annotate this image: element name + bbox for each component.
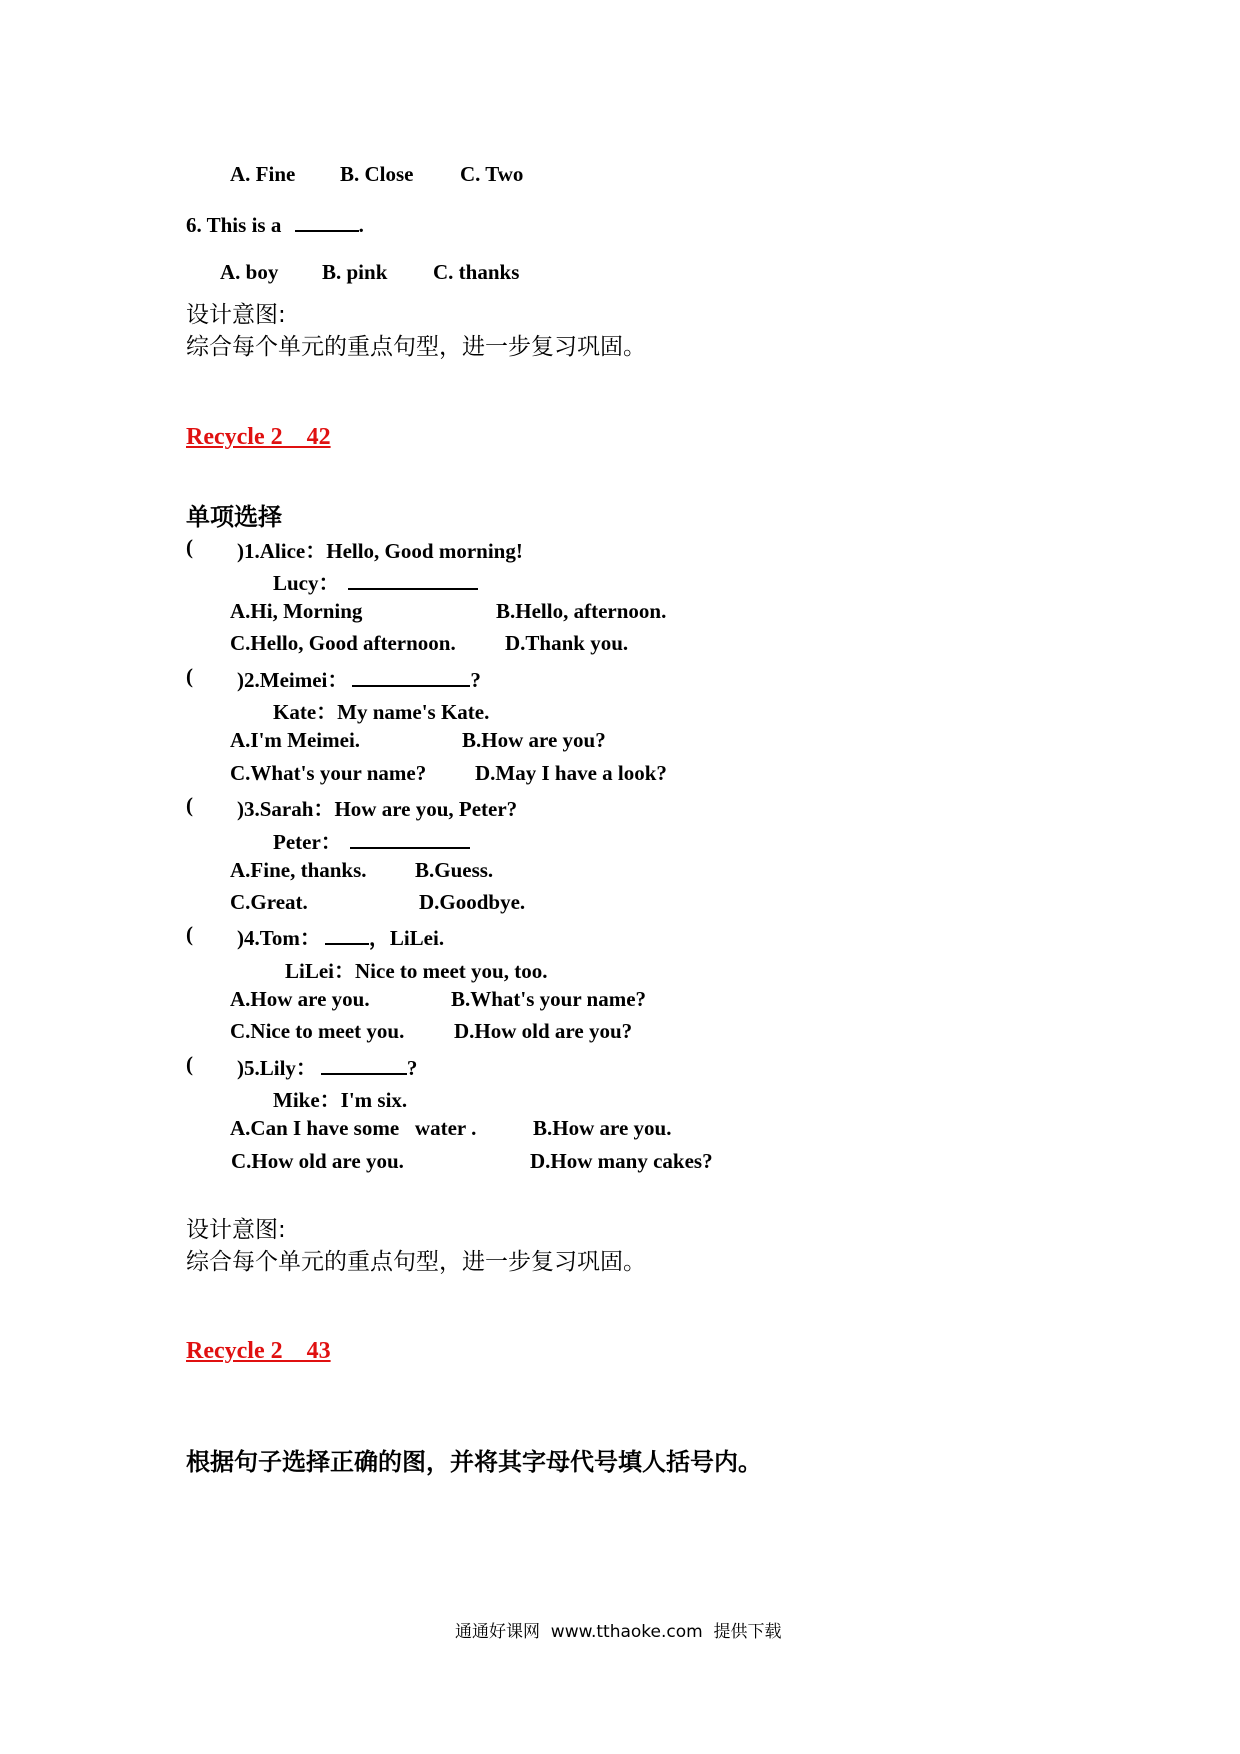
option-b: B.What's your name? <box>451 987 647 1011</box>
paren: ( <box>186 793 193 817</box>
question-1 <box>237 535 523 565</box>
reply-line <box>273 826 470 856</box>
option-a: A.Can I have some water . <box>230 1116 477 1140</box>
question-6 <box>186 210 364 238</box>
option-c: C.Hello, Good afternoon. <box>230 631 456 655</box>
paren: ( <box>186 535 193 559</box>
question-4 <box>237 922 444 952</box>
design-label: 设计意图: <box>186 1217 286 1243</box>
section-title: 单项选择 <box>186 503 282 531</box>
question-3 <box>237 793 517 823</box>
reply-line: Kate：My name's Kate. <box>273 700 490 724</box>
option-c: C.What's your name? <box>230 761 427 785</box>
answer-blank <box>348 568 478 590</box>
option-a: A.Hi, Morning <box>230 599 363 623</box>
question-end: ? <box>406 1056 418 1080</box>
reply-line: Mike：I'm six. <box>273 1088 408 1112</box>
option-d: D.Thank you. <box>505 631 629 655</box>
option-b: B. Close <box>340 162 414 186</box>
option-b: B.How are you. <box>533 1116 672 1140</box>
question-6-text: 6. This is a <box>186 213 282 237</box>
option-d: D.Goodbye. <box>419 890 526 914</box>
paren: ( <box>186 922 193 946</box>
option-c: C.Great. <box>230 890 308 914</box>
option-b: B.Guess. <box>415 858 494 882</box>
option-d: D.How many cakes? <box>530 1149 713 1173</box>
option-c: C.Nice to meet you. <box>230 1019 405 1043</box>
answer-blank <box>352 665 470 687</box>
instruction: 根据句子选择正确的图，并将其字母代号填人括号内。 <box>186 1448 762 1476</box>
question-prefix: )4.Tom： <box>237 926 321 950</box>
paren: ( <box>186 664 193 688</box>
question-end: ? <box>470 668 481 692</box>
question-prefix: )5.Lily： <box>237 1056 317 1080</box>
reply-line <box>273 567 478 597</box>
reply-line: LiLei：Nice to meet you, too. <box>285 959 548 983</box>
section-heading: Recycle 2 42 <box>186 424 331 450</box>
answer-blank <box>321 1053 407 1075</box>
design-text: 综合每个单元的重点句型，进一步复习巩固。 <box>186 1249 646 1275</box>
section-heading: Recycle 2 43 <box>186 1338 331 1364</box>
design-text: 综合每个单元的重点句型，进一步复习巩固。 <box>186 334 646 360</box>
question-5 <box>237 1052 417 1082</box>
option-b: B.How are you? <box>462 728 606 752</box>
paren: ( <box>186 1052 193 1076</box>
q6-option-b: B. pink <box>322 260 388 284</box>
option-a: A.Fine, thanks. <box>230 858 367 882</box>
answer-blank <box>295 210 359 232</box>
option-c: C. Two <box>460 162 524 186</box>
option-a: A.How are you. <box>230 987 370 1011</box>
question-2 <box>237 664 481 694</box>
q6-option-a: A. boy <box>220 260 279 284</box>
q6-option-c: C. thanks <box>433 260 520 284</box>
question-text: Hello, Good morning! <box>326 539 523 563</box>
option-c: C.How old are you. <box>231 1149 404 1173</box>
option-d: D.May I have a look? <box>475 761 667 785</box>
answer-blank <box>325 923 369 945</box>
question-prefix: )3.Sarah： <box>237 797 335 821</box>
option-b: B.Hello, afternoon. <box>496 599 667 623</box>
footer: 通通好课网 www.tthaoke.com 提供下载 <box>455 1622 782 1642</box>
question-6-end: . <box>358 213 364 237</box>
reply-name: Peter： <box>273 830 342 854</box>
design-label: 设计意图: <box>186 302 286 328</box>
question-end: ，LiLei. <box>368 926 445 950</box>
option-a: A. Fine <box>230 162 296 186</box>
option-d: D.How old are you? <box>454 1019 633 1043</box>
answer-blank <box>350 827 470 849</box>
reply-name: Lucy： <box>273 571 340 595</box>
question-prefix: )2.Meimei： <box>237 668 349 692</box>
question-text: How are you, Peter? <box>334 797 518 821</box>
option-a: A.I'm Meimei. <box>230 728 361 752</box>
question-prefix: )1.Alice： <box>237 539 327 563</box>
